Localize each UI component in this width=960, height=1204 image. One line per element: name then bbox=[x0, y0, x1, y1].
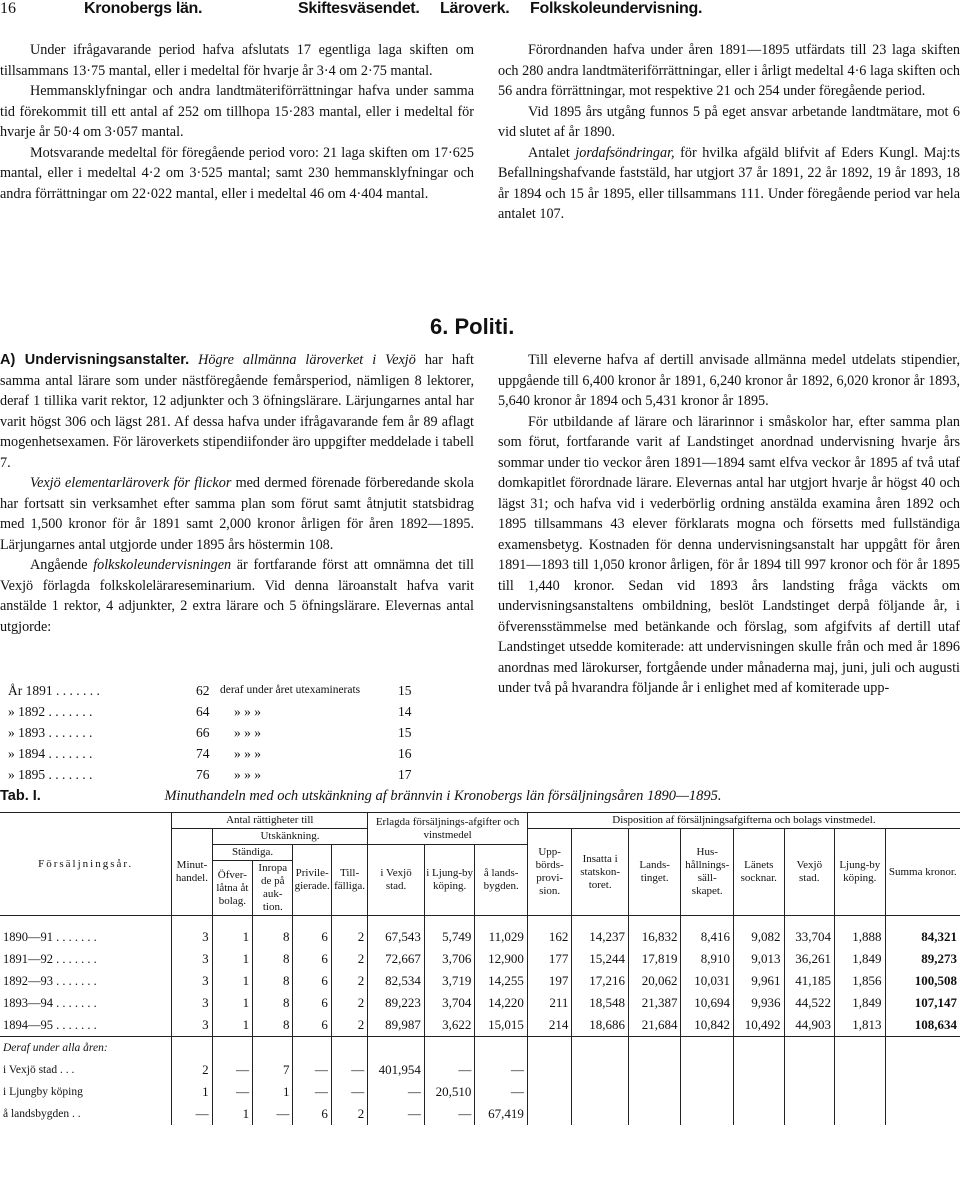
header-county: Kronobergs län. bbox=[84, 0, 203, 17]
list-item: År 1891 . . . . . . . 62 deraf under året utexaminerats 15 bbox=[8, 683, 412, 698]
header-ljungby: Ljung-by köping. bbox=[835, 829, 886, 916]
paragraph-hogre-laroverket: A) Undervisningsanstalter. Högre allmänna läroverket i Vexjö har haft samma antal lärare som under nästföregående femårsperiod, nämligen 8 lektorer, deraf 1 tillika varit rektor, 12 adjunkter och 3 öfningslärare. Lärjungarnes antal har varit högst 306 och lägst 281. Af dessa hafva under ifrågavarande fem år 89 aflagt mogenhetsexamen. För läroverkets stipendiifonder äro uppgifter meddelade i tabell 7. bbox=[0, 352, 474, 471]
right-column-top bbox=[498, 40, 960, 225]
table-row: i Ljungby köping 1 — 1 — — — 20,510 — bbox=[0, 1081, 960, 1103]
list-item: » 1895 . . . . . . . 76 » » » 17 bbox=[8, 767, 412, 782]
paragraph-smaskolor: För utbildande af lärare och lärarinnor i småskolor har, efter samma plan som förut, fortfarande varit af Landstinget anordnad undervisning hvarje års sommar under tio veckor åren 1891—1894 samt elfva veckor år 1895 af två utaf domkapitlet förordnade lärare. Elevernas antal har utgjort hvarje år högst 40 och lägst 31; och hafva vid i vederbörlig ordning anstälda examina åren 1892 och 1895 tillsammans 43 elever förklarats mogna och försetts med fullständiga examensbetyg. Kostnaden för denna undervisningsanstalt har uppgått för åren 1891—1893 till 1,050 kronor årligen, för år 1894 till 997 kronor och för år 1895 till 1,440 kronor. Sedan vid 1893 års landsting fråga väckts om undervisningsanstaltens ombildning, beslöt Landstinget derpå följande år, i öfverensstämmelse med betänkande och förslag, som afgifvits af dertill utaf Landstinget utsedde komiterade: att undervisningen skulle från och med år 1896 anordnas med lärokurser, fortgående under månaderna maj, juni, juli och augusti under två på hvarandra följande år i enlighet med af komiterade upp- bbox=[498, 413, 960, 696]
header-erlagda: Erlagda försäljnings-afgifter och vinstmedel bbox=[368, 813, 528, 845]
paragraph-landtmatare: Vid 1895 års utgång funnos 5 på eget ansvar arbetande landtmätare, mot 6 vid slutet af år 1890. bbox=[498, 103, 960, 140]
header-topic-1: Läroverk. bbox=[440, 0, 510, 17]
list-item: » 1894 . . . . . . . 74 » » » 16 bbox=[8, 746, 412, 761]
table-row-deraf: Deraf under alla åren: bbox=[0, 1037, 960, 1060]
header-vexjo-stad: i Vexjö stad. bbox=[368, 845, 425, 916]
header-utskankning: Utskänkning. bbox=[212, 829, 368, 845]
header-minuthandel: Minut-handel. bbox=[172, 829, 212, 916]
header-ljungby-koping: i Ljung-by köping. bbox=[424, 845, 475, 916]
table-row: 1894—95 . . . . . . . 3 1 8 6 2 89,987 3,622 15,015 214 18,686 21,684 10,842 10,492 44,903 1,813 108,634 bbox=[0, 1014, 960, 1037]
paragraph-hemmansklyfningar: Hemmansklyfningar och andra landtmäteriförrättningar hafva under samma tid förekommit till ett antal af 252 om tillhopa 15·283 mantal, eller i medeltal för hvarje år 50·4 om 3·057 mantal. bbox=[0, 83, 474, 140]
header-inropade: Inropa de på auk-tion. bbox=[253, 861, 293, 916]
paragraph-folkskoleundervisning: Angående folkskoleundervisningen är fortfarande först att omnämna det till Vexjö förlagda folkskolelärareseminarium. Vid denna läroanstalt hafva varit anstälde 1 rektor, 4 adjunkter, 2 extra lärare och 5 öfningslärare. Elevernas antal utgjorde: bbox=[0, 557, 474, 635]
header-landstinget: Lands-tinget. bbox=[628, 829, 681, 916]
paragraph-foregaende-period: Motsvarande medeltal för föregående period voro: 21 laga skiften om 17·625 mantal, eller i medeltal 4·2 om 3·525 mantal; samt 230 hemmansklyfningar och andra förrättningar om 22·022 mantal, eller i medeltal 46 om 4·404 mantal. bbox=[0, 144, 474, 202]
subheading-undervisningsanstalter: A) Undervisningsanstalter. bbox=[0, 352, 190, 368]
header-insatta: Insatta i statskon-toret. bbox=[572, 829, 629, 916]
header-forsaljningsar: Försäljningsår. bbox=[0, 813, 172, 916]
header-ofverlatna-1: Öfver-låtna åt bolag. bbox=[212, 861, 252, 916]
table-row: i Vexjö stad . . . 2 — 7 — — 401,954 — — bbox=[0, 1059, 960, 1081]
header-uppbordsprovision: Upp-börds-provi-sion. bbox=[527, 829, 571, 916]
list-item: » 1892 . . . . . . . 64 » » » 14 bbox=[8, 704, 412, 719]
table-minuthandeln bbox=[0, 812, 960, 1125]
paragraph-laga-skiften: Under ifrågavarande period hafva afslutats 17 egentliga laga skiften om tillsammans 13·75 mantal, eller i medeltal för hvarje år 3·4 om 2·75 mantal. bbox=[0, 42, 474, 79]
paragraph-elementarlaroverk: Vexjö elementarläroverk för flickor med dermed förenade förberedande skola har fortsatt sin verksamhet efter samma plan som förut samt åtnjutit statsbidrag med 1,500 kronor för år 1891 samt 2,000 kronor årligen för åren 1892—1895. Lärjungarnes antal utgjorde under 1895 års höstermin 108. bbox=[0, 475, 474, 553]
header-disposition: Disposition af försäljningsafgifterna och bolags vinstmedel. bbox=[527, 813, 960, 829]
header-antal-rattigheter: Antal rättigheter till bbox=[172, 813, 368, 829]
header-tillfalliga: Till-fälliga. bbox=[331, 845, 367, 916]
table-row: 1891—92 . . . . . . . 3 1 8 6 2 72,667 3,706 12,900 177 15,244 17,819 8,910 9,013 36,261 1,849 89,273 bbox=[0, 948, 960, 970]
list-item: » 1893 . . . . . . . 66 » » » 15 bbox=[8, 725, 412, 740]
left-column-bottom bbox=[0, 350, 474, 637]
table-title bbox=[0, 788, 960, 805]
page-header bbox=[0, 0, 960, 26]
table-label: Tab. I. bbox=[0, 788, 41, 804]
paragraph-stipendier: Till eleverne hafva af dertill anvisade allmänna medel utdelats stipendier, uppgående till 6,400 kronor år 1891, 6,240 kronor år 1892, 6,020 kronor år 1893, 5,640 kronor år 1894 och 5,431 kronor år 1895. bbox=[498, 352, 960, 409]
table-row: 1893—94 . . . . . . . 3 1 8 6 2 89,223 3,704 14,220 211 18,548 21,387 10,694 9,936 44,522 1,849 107,147 bbox=[0, 992, 960, 1014]
paragraph-fororndnanden: Förordnanden hafva under åren 1891—1895 utfärdats till 23 laga skiften och 280 andra landtmäteriförrättningar, eller i årligt medeltal 4·6 laga skiften och 56 andra förrättningar, mot respektive 21 och 254 under föregående period. bbox=[498, 42, 960, 99]
header-summa: Summa kronor. bbox=[885, 829, 960, 916]
paragraph-jordafsondringar: Antalet jordafsöndringar, för hvilka afgäld blifvit af Eders Kungl. Maj:ts Befallningshafvande faststäld, har utgjort 37 år 1891, 22 år 1892, 19 år 1893, 18 år 1894 och 15 år 1895, eller tillsammans 111. Under föregående period var hela antalet 107. bbox=[498, 144, 960, 222]
table-caption: Minuthandeln med och utskänkning af brännvin i Kronobergs län försäljningsåren 1890—1895. bbox=[164, 788, 722, 804]
right-column-bottom bbox=[498, 350, 960, 699]
header-landsbygden: å lands-bygden. bbox=[475, 845, 528, 916]
header-vexjo: Vexjö stad. bbox=[784, 829, 835, 916]
header-lanets-socknar: Länets socknar. bbox=[734, 829, 785, 916]
header-section: Skiftesväsendet. bbox=[298, 0, 420, 17]
header-topic-2: Folkskoleundervisning. bbox=[530, 0, 703, 17]
header-standiga: Ständiga. bbox=[212, 845, 293, 861]
header-hushallningssallskapet: Hus-hållnings-säll-skapet. bbox=[681, 829, 734, 916]
page-number: 16 bbox=[0, 0, 16, 17]
enrolment-list bbox=[8, 680, 448, 785]
table-row: 1892—93 . . . . . . . 3 1 8 6 2 82,534 3,719 14,255 197 17,216 20,062 10,031 9,961 41,185 1,856 100,508 bbox=[0, 970, 960, 992]
table-row: å landsbygden . . — 1 — 6 2 — — 67,419 bbox=[0, 1103, 960, 1125]
left-column-top bbox=[0, 40, 474, 204]
table-row: 1890—91 . . . . . . . 3 1 8 6 2 67,543 5,749 11,029 162 14,237 16,832 8,416 9,082 33,704 1,888 84,321 bbox=[0, 926, 960, 948]
header-privilegierade: Privile-gierade. bbox=[293, 845, 331, 916]
section-title: 6. Politi. bbox=[430, 314, 515, 339]
